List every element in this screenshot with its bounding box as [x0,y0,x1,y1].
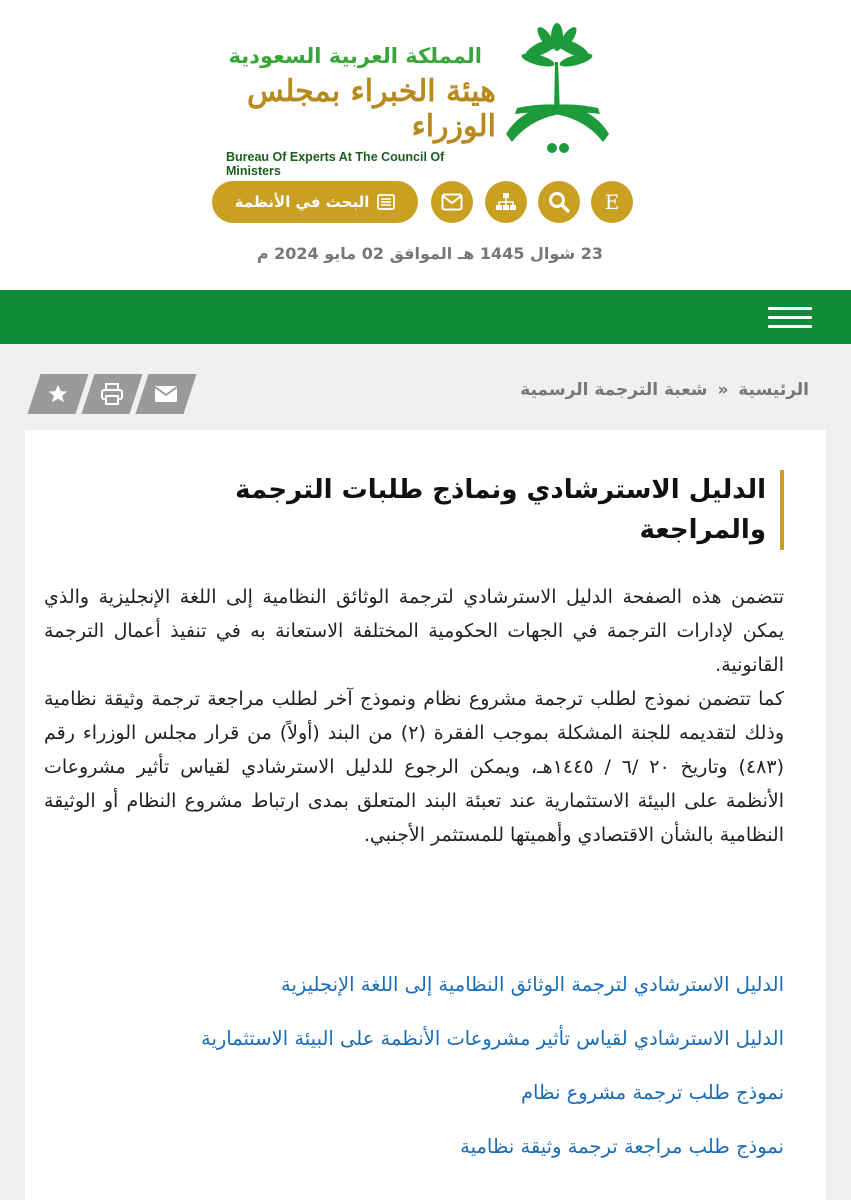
site-header [0,0,851,290]
link-document-review-form[interactable]: نموذج طلب مراجعة ترجمة وثيقة نظامية [460,1135,784,1158]
star-icon [47,383,69,405]
link-draft-law-translation-form[interactable]: نموذج طلب ترجمة مشروع نظام [520,1081,784,1104]
favorite-button[interactable] [28,374,89,414]
envelope-icon [441,193,463,211]
share-email-button[interactable] [136,374,197,414]
palm-swords-emblem-icon[interactable] [500,22,615,157]
page-description [44,580,784,852]
sitemap-button[interactable] [485,181,527,223]
print-button[interactable] [82,374,143,414]
contact-email-button[interactable] [431,181,473,223]
breadcrumb-home-link[interactable]: الرئيسية [738,380,809,400]
current-date: 23 شوال 1445 هـ الموافق 02 مايو 2024 م [256,244,603,263]
search-systems-label: البحث في الأنظمة [234,193,370,211]
link-investment-impact-guide[interactable]: الدليل الاسترشادي لقياس تأثير مشروعات الأنظمة على البيئة الاستثمارية [200,1027,784,1050]
language-toggle-button[interactable] [591,181,633,223]
menu-hamburger-icon[interactable] [768,307,812,329]
sitemap-icon [495,192,517,212]
breadcrumb-row [0,372,851,416]
link-translation-guide[interactable]: الدليل الاسترشادي لترجمة الوثائق النظامية إلى اللغة الإنجليزية [281,973,784,996]
list-icon [377,193,395,211]
printer-icon [100,383,124,405]
search-systems-button[interactable] [212,181,418,223]
page-title: الدليل الاسترشادي ونماذج طلبات الترجمة والمراجعة [144,470,784,550]
search-icon [548,191,570,213]
search-button[interactable] [538,181,580,223]
logo-kingdom-name: المملكة العربية السعودية [228,44,482,68]
description-paragraph-1: تتضمن هذه الصفحة الدليل الاسترشادي لترجمة الوثائق النظامية إلى اللغة الإنجليزية والذي يمكن لإدارات الترجمة في الجهات الحكومية المختلفة الاستعانة به في تنفيذ أعمال الترجمة القانونية. [44,586,784,676]
site-logo-text[interactable] [226,44,496,178]
main-navbar [0,290,851,344]
content-card [25,430,826,1200]
description-paragraph-2: كما تتضمن نموذج لطلب ترجمة مشروع نظام ونموذج آخر لطلب مراجعة ترجمة وثيقة نظامية وذلك لتقديمه للجنة المشكلة بموجب الفقرة (٢) من البند (أولاً) من قرار مجلس الوزراء رقم (٤٨٣) وتاريخ ٢٠ /٦ / ١٤٤٥هـ، ويمكن الرجوع للدليل الاسترشادي لقياس تأثير مشروعات الأنظمة على البيئة الاستثمارية عند تعبئة البند المتعلق بمدى ارتباط مشروع النظام أو الوثيقة النظامية بالشأن الاقتصادي وأهميتها للمستثمر الأجنبي. [44,688,784,846]
double-chevron-icon: « [717,380,729,400]
header-toolbar [212,181,637,225]
logo-bureau-name-arabic: هيئة الخبراء بمجلس الوزراء [246,74,496,144]
logo-bureau-name-english: Bureau Of Experts At The Council Of Ministers [226,150,445,178]
breadcrumb [520,380,809,400]
document-links [44,966,784,1182]
language-label: E [604,190,620,214]
page-actions [30,374,190,414]
breadcrumb-current: شعبة الترجمة الرسمية [520,380,708,400]
envelope-icon [154,385,178,403]
